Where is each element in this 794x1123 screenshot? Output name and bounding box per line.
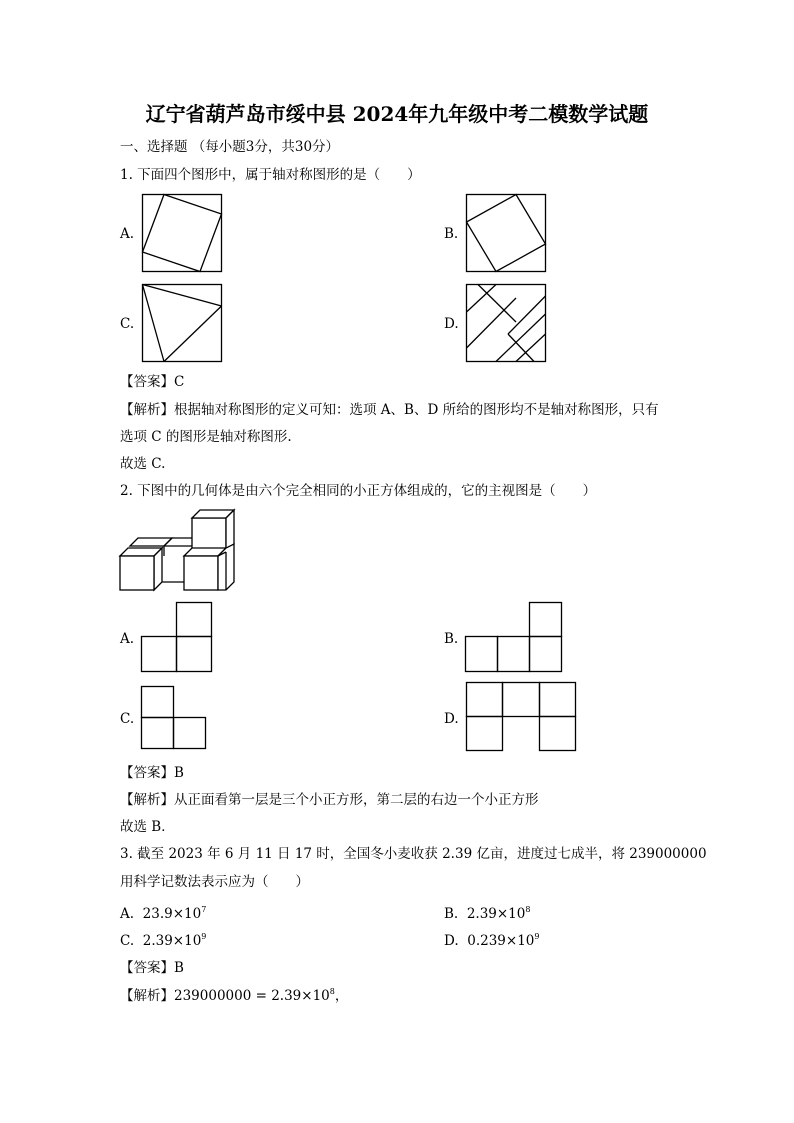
q3-option-c-base: 2.39×10 [142,933,202,949]
q3-option-c-label: C. [120,933,135,949]
q3-analysis [120,987,348,1005]
q1-conclusion: 故选 C. [120,456,166,472]
q1-option-c-label: C. [120,316,135,332]
q3-option-d [444,932,539,950]
q3-stem-line1: 3. 截至 2023 年 6 月 11 日 17 时，全国冬小麦收获 2.39 亿亩，进度过七成半，将 239000000 [120,846,707,862]
q2-option-d-label: D. [444,711,459,727]
q1-figure-a [142,194,222,272]
q3-stem-line2: 用科学记数法表示应为（ ） [120,874,309,890]
q2-conclusion: 故选 B． [120,819,175,835]
q3-option-b-base: 2.39×10 [466,906,526,922]
q3-option-b-exp: 8 [525,905,531,914]
q3-option-c-exp: 9 [201,932,207,941]
q1-answer: 【答案】C [120,374,185,390]
q1-analysis-line1: 【解析】根据轴对称图形的定义可知：选项 A、B、D 所给的图形均不是轴对称图形，只有 [120,402,659,418]
q3-analysis-suffix: ， [334,988,349,1004]
q3-analysis-exp: 8 [329,987,335,996]
q3-option-a-base: 23.9×10 [142,906,202,922]
q1-analysis-line2: 选项 C 的图形是轴对称图形. [120,429,292,445]
q3-option-c [120,932,206,950]
page-title: 辽宁省葫芦岛市绥中县 2024年九年级中考二模数学试题 [145,102,649,126]
q3-option-a-label: A. [120,906,135,922]
q3-answer: 【答案】B [120,960,184,976]
q1-figure-d [466,284,546,362]
q2-answer: 【答案】B [120,765,184,781]
q3-option-b [444,905,530,923]
q2-figure-d [466,682,578,752]
q3-option-d-base: 0.239×10 [467,933,535,949]
q1-stem: 1. 下面四个图形中，属于轴对称图形的是（ ） [120,167,421,183]
q2-analysis: 【解析】从正面看第一层是三个小正方形，第二层的右边一个小正方形 [120,792,539,808]
q1-figure-b [466,194,546,272]
q2-option-c-label: C. [120,711,135,727]
q1-option-b-label: B. [444,226,459,242]
q2-solid-figure [118,508,238,594]
q1-option-a-label: A. [120,226,135,242]
q1-option-d-label: D. [444,316,459,332]
q2-figure-b [465,602,565,672]
q3-analysis-prefix: 【解析】239000000 = 2.39×10 [120,988,330,1004]
q3-option-d-label: D. [444,933,459,949]
q2-option-a-label: A. [120,631,135,647]
q2-stem: 2. 下图中的几何体是由六个完全相同的小正方体组成的，它的主视图是（ ） [120,483,597,499]
q2-figure-c [141,686,207,750]
q3-option-a [120,905,206,923]
section-heading: 一、选择题 （每小题3分，共30分） [120,139,340,155]
q3-option-b-label: B. [444,906,459,922]
q3-option-a-exp: 7 [201,905,207,914]
q2-figure-a [141,602,213,672]
q3-option-d-exp: 9 [534,932,540,941]
q1-figure-c [142,284,222,362]
q2-option-b-label: B. [444,631,459,647]
